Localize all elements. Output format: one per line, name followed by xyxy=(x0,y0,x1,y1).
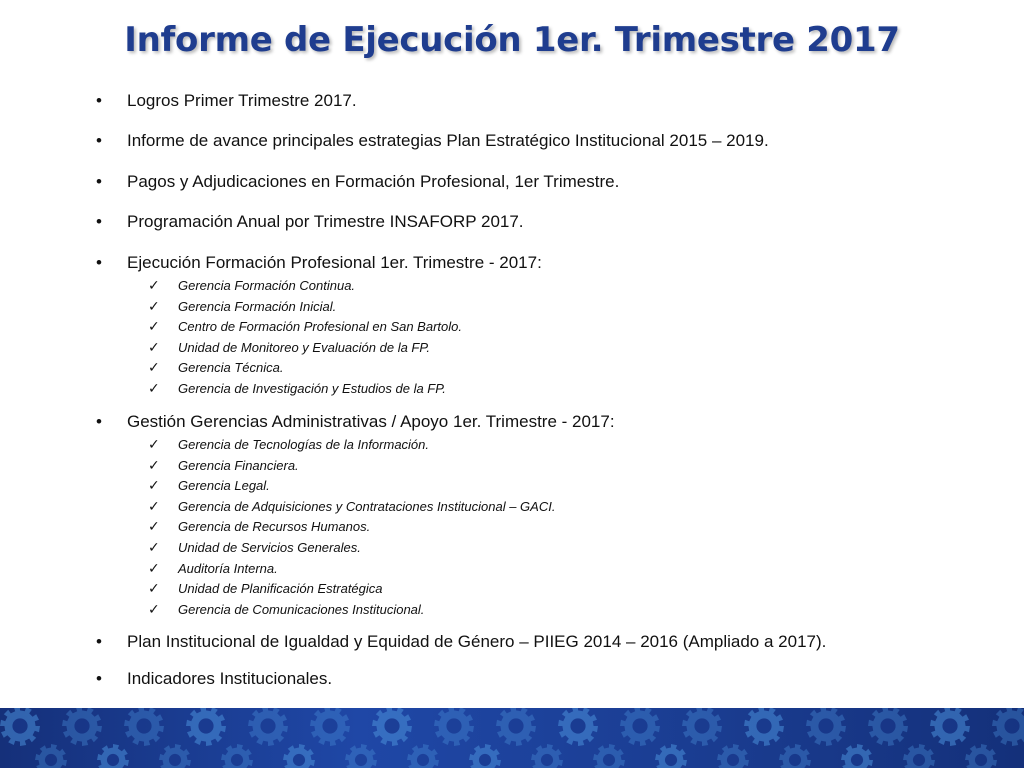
bullet-dot: • xyxy=(96,253,102,272)
bullet-dot: • xyxy=(96,669,102,688)
gear-icon xyxy=(434,708,474,746)
gear-icon xyxy=(469,744,501,768)
gear-icon xyxy=(124,708,164,746)
checkmark-icon: ✓ xyxy=(148,580,160,597)
gear-icon xyxy=(159,744,191,768)
sub-item-text: Gerencia Formación Inicial. xyxy=(178,298,337,314)
bullet-text: Logros Primer Trimestre 2017. xyxy=(127,91,357,110)
sub-item-text: Gerencia de Recursos Humanos. xyxy=(178,519,371,535)
gear-icon xyxy=(97,744,129,768)
gear-icon xyxy=(496,708,536,746)
gear-icon xyxy=(841,744,873,768)
gear-icon xyxy=(593,744,625,768)
sub-item-text: Unidad de Planificación Estratégica xyxy=(178,581,383,597)
checkmark-icon: ✓ xyxy=(148,297,160,314)
slide-title: Informe de Ejecución 1er. Trimestre 2017 xyxy=(124,20,900,60)
gear-icon xyxy=(655,744,687,768)
bullet-text: Pagos y Adjudicaciones en Formación Profesional, 1er Trimestre. xyxy=(127,172,620,191)
gear-icon xyxy=(283,744,315,768)
sub-item-text: Gerencia de Investigación y Estudios de la FP. xyxy=(178,381,446,396)
checkmark-icon: ✓ xyxy=(148,338,160,355)
sub-item-text: Gerencia Legal. xyxy=(178,478,270,494)
sub-item-text: Gerencia Técnica. xyxy=(178,360,284,376)
checkmark-icon: ✓ xyxy=(148,380,160,396)
gear-icon xyxy=(965,744,997,768)
bullet-dot: • xyxy=(96,131,102,150)
gear-icon xyxy=(779,744,811,768)
bullet-text: Plan Institucional de Igualdad y Equidad de Género – PIIEG 2014 – 2016 (Ampliado a 2017). xyxy=(127,632,827,651)
bullet-dot: • xyxy=(96,632,102,651)
bullet-dot: • xyxy=(96,412,102,431)
gear-pattern xyxy=(0,708,1024,768)
gear-icon xyxy=(0,708,40,746)
gear-icon xyxy=(620,708,660,746)
gear-icon xyxy=(186,708,226,746)
sub-item-text: Gerencia Financiera. xyxy=(178,457,299,473)
gear-icon xyxy=(992,708,1024,746)
gear-icon xyxy=(248,708,288,746)
gear-icon xyxy=(407,744,439,768)
sub-item-text: Unidad de Monitoreo y Evaluación de la FP. xyxy=(178,339,430,355)
footer-gear-banner xyxy=(0,708,1024,768)
sub-item-text: Gerencia Formación Continua. xyxy=(178,278,356,293)
sub-item-text: Auditoría Interna. xyxy=(178,560,278,576)
gear-icon xyxy=(221,744,253,768)
bullet-text: Ejecución Formación Profesional 1er. Trimestre - 2017: xyxy=(127,253,542,272)
gear-icon xyxy=(531,744,563,768)
checkmark-icon: ✓ xyxy=(148,359,160,376)
gear-icon xyxy=(35,744,67,768)
checkmark-icon: ✓ xyxy=(148,477,160,494)
checkmark-icon: ✓ xyxy=(148,559,160,576)
checkmark-icon: ✓ xyxy=(148,497,160,514)
sub-item-text: Gerencia de Adquisiciones y Contrataciones Institucional – GACI. xyxy=(178,498,556,514)
gear-icon xyxy=(682,708,722,746)
checkmark-icon: ✓ xyxy=(148,318,160,335)
gear-icon xyxy=(372,708,412,746)
sub-item-text: Centro de Formación Profesional en San Bartolo. xyxy=(178,319,462,335)
checkmark-icon: ✓ xyxy=(148,277,160,293)
bullet-text: Indicadores Institucionales. xyxy=(127,669,333,688)
bullet-dot: • xyxy=(96,91,102,110)
checkmark-icon: ✓ xyxy=(148,539,160,555)
gear-icon xyxy=(868,708,908,746)
checkmark-icon: ✓ xyxy=(148,600,160,617)
gear-icon xyxy=(806,708,846,746)
checkmark-icon: ✓ xyxy=(148,436,160,452)
gear-icon xyxy=(62,708,102,746)
bullet-text: Programación Anual por Trimestre INSAFORP 2017. xyxy=(127,212,524,231)
sub-item-text: Gerencia de Tecnologías de la Información. xyxy=(178,437,430,452)
sub-item-text: Unidad de Servicios Generales. xyxy=(178,540,361,555)
sub-item-text: Gerencia de Comunicaciones Institucional. xyxy=(178,601,425,617)
gear-icon xyxy=(310,708,350,746)
gear-icon xyxy=(903,744,935,768)
gear-icon xyxy=(345,744,377,768)
bullet-dot: • xyxy=(96,212,102,231)
bullet-text: Gestión Gerencias Administrativas / Apoyo 1er. Trimestre - 2017: xyxy=(127,412,615,431)
gear-icon xyxy=(930,708,970,746)
checkmark-icon: ✓ xyxy=(148,518,160,535)
gear-icon xyxy=(744,708,784,746)
checkmark-icon: ✓ xyxy=(148,456,160,473)
bullet-text: Informe de avance principales estrategias Plan Estratégico Institucional 2015 – 2019. xyxy=(127,131,769,150)
bullet-dot: • xyxy=(96,172,102,191)
gear-icon xyxy=(717,744,749,768)
gear-icon xyxy=(558,708,598,746)
